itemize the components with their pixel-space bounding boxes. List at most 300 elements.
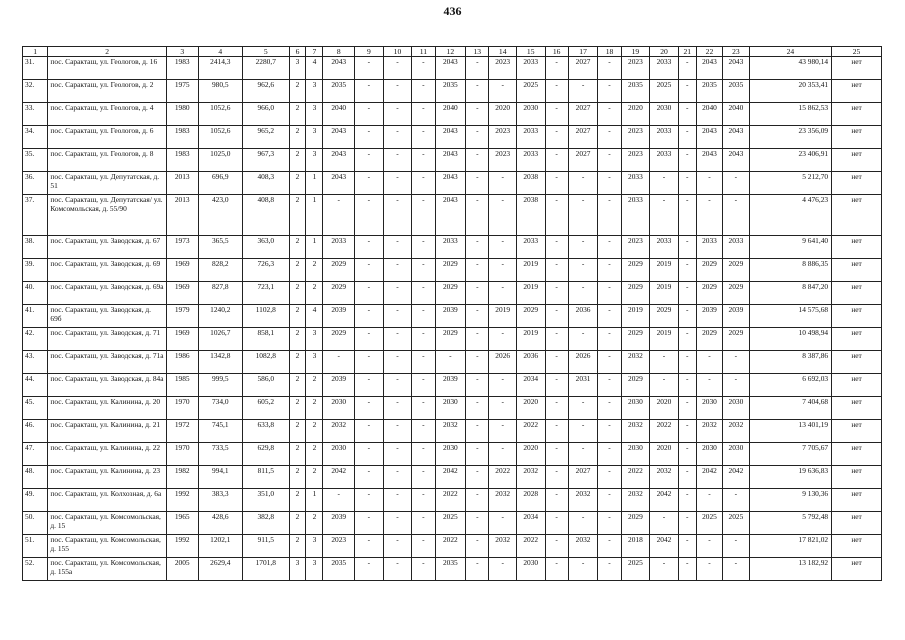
- data-cell: -: [489, 512, 517, 535]
- data-cell: 2019: [650, 328, 679, 351]
- data-cell: -: [412, 236, 435, 259]
- data-cell: -: [650, 172, 679, 195]
- row-number-cell: 35.: [23, 149, 48, 172]
- data-cell: -: [723, 351, 749, 374]
- column-number-cell: 21: [678, 47, 696, 57]
- data-cell: -: [598, 282, 621, 305]
- data-cell: 2020: [621, 103, 650, 126]
- data-cell: 828,2: [198, 259, 242, 282]
- data-cell: 2040: [323, 103, 355, 126]
- address-cell: пос. Саракташ, ул. Депутатская/ ул. Комсомольская, д. 55/90: [48, 195, 166, 236]
- data-cell: 2033: [650, 236, 679, 259]
- data-cell: 994,1: [198, 466, 242, 489]
- data-cell: 1969: [166, 259, 198, 282]
- data-cell: -: [568, 282, 598, 305]
- data-cell: -: [568, 195, 598, 236]
- data-cell: 9 641,40: [749, 236, 832, 259]
- data-cell: 2: [306, 282, 323, 305]
- data-cell: 2042: [723, 466, 749, 489]
- data-cell: нет: [832, 236, 882, 259]
- address-cell: пос. Саракташ, ул. Геологов, д. 6: [48, 126, 166, 149]
- data-cell: -: [412, 103, 435, 126]
- address-cell: пос. Саракташ, ул. Заводская, д. 69б: [48, 305, 166, 328]
- data-cell: 1052,6: [198, 126, 242, 149]
- data-cell: 2033: [650, 126, 679, 149]
- data-cell: -: [466, 80, 489, 103]
- data-cell: -: [355, 512, 384, 535]
- data-cell: 858,1: [243, 328, 290, 351]
- data-cell: 2032: [621, 489, 650, 512]
- data-cell: 2032: [696, 420, 722, 443]
- data-cell: 2: [289, 420, 306, 443]
- data-cell: 2042: [435, 466, 466, 489]
- data-cell: 965,2: [243, 126, 290, 149]
- data-cell: 2033: [516, 57, 545, 80]
- data-cell: -: [355, 172, 384, 195]
- address-cell: пос. Саракташ, ул. Калинина, д. 22: [48, 443, 166, 466]
- data-cell: -: [489, 282, 517, 305]
- data-cell: 408,8: [243, 195, 290, 236]
- data-cell: -: [355, 195, 384, 236]
- data-cell: 2: [289, 282, 306, 305]
- data-cell: 2: [306, 443, 323, 466]
- data-cell: 633,8: [243, 420, 290, 443]
- data-cell: 2029: [323, 282, 355, 305]
- column-number-cell: 2: [48, 47, 166, 57]
- data-cell: 2033: [621, 172, 650, 195]
- data-cell: 980,5: [198, 80, 242, 103]
- data-cell: 962,6: [243, 80, 290, 103]
- data-cell: -: [598, 305, 621, 328]
- data-cell: 2025: [650, 80, 679, 103]
- data-cell: нет: [832, 374, 882, 397]
- data-cell: -: [383, 282, 412, 305]
- data-cell: нет: [832, 535, 882, 558]
- data-cell: -: [489, 558, 517, 581]
- data-cell: 2030: [621, 397, 650, 420]
- data-cell: 1973: [166, 236, 198, 259]
- data-cell: 8 847,20: [749, 282, 832, 305]
- data-cell: 2027: [568, 103, 598, 126]
- data-cell: 5 212,70: [749, 172, 832, 195]
- table-row: [23, 351, 882, 374]
- data-cell: -: [568, 236, 598, 259]
- data-cell: -: [696, 489, 722, 512]
- data-cell: -: [598, 149, 621, 172]
- data-cell: 2: [289, 489, 306, 512]
- column-number-cell: 18: [598, 47, 621, 57]
- data-cell: 2030: [516, 558, 545, 581]
- data-cell: 2039: [696, 305, 722, 328]
- data-cell: нет: [832, 420, 882, 443]
- table-row: [23, 149, 882, 172]
- data-cell: -: [466, 103, 489, 126]
- data-cell: -: [355, 149, 384, 172]
- data-cell: -: [545, 466, 568, 489]
- data-cell: нет: [832, 195, 882, 236]
- data-cell: 2020: [516, 443, 545, 466]
- table-row: [23, 512, 882, 535]
- data-cell: -: [489, 259, 517, 282]
- data-cell: 5 792,48: [749, 512, 832, 535]
- data-cell: 2032: [568, 535, 598, 558]
- data-cell: -: [489, 397, 517, 420]
- data-cell: нет: [832, 397, 882, 420]
- row-number-cell: 38.: [23, 236, 48, 259]
- data-cell: -: [383, 420, 412, 443]
- data-cell: 1202,1: [198, 535, 242, 558]
- data-cell: нет: [832, 512, 882, 535]
- data-cell: 2032: [621, 420, 650, 443]
- page-number: 436: [443, 4, 462, 18]
- data-cell: 2032: [568, 489, 598, 512]
- data-cell: 966,0: [243, 103, 290, 126]
- data-cell: 2039: [323, 512, 355, 535]
- data-cell: 2022: [516, 420, 545, 443]
- address-cell: пос. Саракташ, ул. Комсомольская, д. 155: [48, 535, 166, 558]
- data-cell: 2027: [568, 57, 598, 80]
- data-cell: 3: [306, 328, 323, 351]
- column-number-cell: 8: [323, 47, 355, 57]
- data-cell: -: [383, 195, 412, 236]
- data-cell: 2: [289, 195, 306, 236]
- column-number-cell: 5: [243, 47, 290, 57]
- data-cell: -: [355, 103, 384, 126]
- data-cell: 2039: [323, 374, 355, 397]
- data-cell: -: [466, 259, 489, 282]
- data-cell: 17 821,02: [749, 535, 832, 558]
- address-cell: пос. Саракташ, ул. Заводская, д. 71а: [48, 351, 166, 374]
- data-cell: -: [598, 374, 621, 397]
- data-cell: 2030: [723, 443, 749, 466]
- data-cell: 2030: [650, 103, 679, 126]
- data-cell: 2033: [435, 236, 466, 259]
- data-cell: 2023: [489, 126, 517, 149]
- data-cell: 2032: [723, 420, 749, 443]
- data-cell: -: [545, 328, 568, 351]
- data-cell: 2023: [621, 126, 650, 149]
- data-cell: нет: [832, 328, 882, 351]
- data-cell: 23 356,09: [749, 126, 832, 149]
- data-cell: 2019: [650, 282, 679, 305]
- data-cell: -: [383, 512, 412, 535]
- data-cell: 2029: [621, 512, 650, 535]
- data-cell: -: [383, 259, 412, 282]
- data-cell: 2022: [621, 466, 650, 489]
- data-cell: 2039: [323, 305, 355, 328]
- data-cell: -: [412, 374, 435, 397]
- data-cell: -: [598, 328, 621, 351]
- data-cell: -: [383, 397, 412, 420]
- data-cell: -: [412, 149, 435, 172]
- data-cell: 2019: [621, 305, 650, 328]
- data-cell: 2039: [435, 374, 466, 397]
- row-number-cell: 46.: [23, 420, 48, 443]
- data-cell: 2040: [723, 103, 749, 126]
- data-cell: 605,2: [243, 397, 290, 420]
- data-cell: 2043: [696, 126, 722, 149]
- data-cell: 2629,4: [198, 558, 242, 581]
- row-number-cell: 42.: [23, 328, 48, 351]
- data-cell: -: [678, 259, 696, 282]
- data-cell: -: [466, 558, 489, 581]
- data-cell: 2023: [621, 57, 650, 80]
- data-cell: 7 705,67: [749, 443, 832, 466]
- data-cell: -: [412, 558, 435, 581]
- row-number-cell: 48.: [23, 466, 48, 489]
- data-cell: 2033: [516, 236, 545, 259]
- data-cell: -: [412, 535, 435, 558]
- data-cell: 2029: [516, 305, 545, 328]
- row-number-cell: 44.: [23, 374, 48, 397]
- data-cell: 2043: [323, 57, 355, 80]
- data-cell: -: [568, 443, 598, 466]
- data-cell: 7 404,68: [749, 397, 832, 420]
- data-cell: -: [466, 489, 489, 512]
- data-cell: -: [489, 420, 517, 443]
- data-cell: 1975: [166, 80, 198, 103]
- data-cell: -: [383, 236, 412, 259]
- data-cell: -: [598, 351, 621, 374]
- data-cell: -: [696, 535, 722, 558]
- data-cell: -: [545, 195, 568, 236]
- data-cell: -: [435, 351, 466, 374]
- address-cell: пос. Саракташ, ул. Колхозная, д. 6а: [48, 489, 166, 512]
- data-cell: -: [412, 282, 435, 305]
- data-cell: 2043: [696, 149, 722, 172]
- data-cell: -: [383, 374, 412, 397]
- data-cell: 2030: [323, 443, 355, 466]
- row-number-cell: 45.: [23, 397, 48, 420]
- data-cell: 2035: [621, 80, 650, 103]
- data-cell: 827,8: [198, 282, 242, 305]
- table-row: [23, 305, 882, 328]
- data-cell: -: [355, 282, 384, 305]
- data-cell: 2: [306, 512, 323, 535]
- table-row: [23, 466, 882, 489]
- data-cell: -: [678, 172, 696, 195]
- data-cell: -: [678, 374, 696, 397]
- data-cell: -: [355, 489, 384, 512]
- data-cell: 2018: [621, 535, 650, 558]
- data-cell: -: [412, 443, 435, 466]
- data-cell: -: [383, 489, 412, 512]
- data-cell: -: [355, 420, 384, 443]
- data-cell: -: [466, 351, 489, 374]
- row-number-cell: 47.: [23, 443, 48, 466]
- data-cell: -: [696, 195, 722, 236]
- data-cell: 2043: [696, 57, 722, 80]
- data-cell: -: [598, 259, 621, 282]
- data-cell: -: [650, 558, 679, 581]
- column-number-cell: 16: [545, 47, 568, 57]
- data-cell: нет: [832, 259, 882, 282]
- data-cell: 2043: [435, 172, 466, 195]
- data-cell: -: [678, 535, 696, 558]
- data-cell: -: [598, 57, 621, 80]
- data-cell: 2022: [489, 466, 517, 489]
- column-number-cell: 24: [749, 47, 832, 57]
- data-cell: 2032: [489, 489, 517, 512]
- data-cell: -: [489, 328, 517, 351]
- column-number-cell: 17: [568, 47, 598, 57]
- data-cell: -: [489, 195, 517, 236]
- data-cell: 2414,3: [198, 57, 242, 80]
- data-cell: 2019: [516, 282, 545, 305]
- data-cell: -: [466, 172, 489, 195]
- data-cell: 2036: [568, 305, 598, 328]
- data-cell: -: [598, 443, 621, 466]
- data-cell: -: [355, 126, 384, 149]
- data-cell: 2043: [323, 172, 355, 195]
- data-cell: -: [412, 466, 435, 489]
- housing-register-table: [22, 46, 882, 581]
- data-cell: -: [545, 305, 568, 328]
- data-cell: 2: [306, 397, 323, 420]
- data-cell: 1969: [166, 282, 198, 305]
- data-cell: 2030: [696, 443, 722, 466]
- data-cell: 2029: [323, 328, 355, 351]
- data-cell: нет: [832, 103, 882, 126]
- data-cell: -: [383, 443, 412, 466]
- data-cell: -: [568, 172, 598, 195]
- table-row: [23, 195, 882, 236]
- data-cell: 3: [306, 149, 323, 172]
- data-cell: -: [466, 328, 489, 351]
- data-cell: -: [466, 443, 489, 466]
- address-cell: пос. Саракташ, ул. Геологов, д. 2: [48, 80, 166, 103]
- data-cell: 2: [289, 443, 306, 466]
- data-cell: 2: [289, 535, 306, 558]
- data-cell: 2: [289, 103, 306, 126]
- data-cell: 2043: [723, 126, 749, 149]
- data-cell: -: [598, 397, 621, 420]
- data-cell: 2032: [435, 420, 466, 443]
- data-cell: -: [355, 80, 384, 103]
- data-cell: нет: [832, 172, 882, 195]
- data-cell: -: [696, 558, 722, 581]
- data-cell: 2032: [516, 466, 545, 489]
- data-cell: 723,1: [243, 282, 290, 305]
- row-number-cell: 51.: [23, 535, 48, 558]
- data-cell: 745,1: [198, 420, 242, 443]
- data-cell: 2029: [696, 259, 722, 282]
- table-row: [23, 172, 882, 195]
- address-cell: пос. Саракташ, ул. Геологов, д. 4: [48, 103, 166, 126]
- data-cell: 1983: [166, 126, 198, 149]
- data-cell: 2043: [723, 149, 749, 172]
- data-cell: -: [545, 558, 568, 581]
- data-cell: 2022: [516, 535, 545, 558]
- data-cell: -: [466, 305, 489, 328]
- address-cell: пос. Саракташ, ул. Заводская, д. 71: [48, 328, 166, 351]
- data-cell: -: [545, 126, 568, 149]
- table-row: [23, 126, 882, 149]
- data-cell: 1992: [166, 489, 198, 512]
- data-cell: -: [412, 305, 435, 328]
- data-cell: 2032: [650, 466, 679, 489]
- data-cell: 428,6: [198, 512, 242, 535]
- data-cell: 2: [289, 374, 306, 397]
- row-number-cell: 39.: [23, 259, 48, 282]
- data-cell: 734,0: [198, 397, 242, 420]
- column-number-cell: 4: [198, 47, 242, 57]
- data-cell: -: [412, 172, 435, 195]
- data-cell: 726,3: [243, 259, 290, 282]
- column-number-cell: 22: [696, 47, 722, 57]
- data-cell: нет: [832, 149, 882, 172]
- data-cell: -: [355, 305, 384, 328]
- data-cell: 4: [306, 57, 323, 80]
- data-cell: -: [545, 236, 568, 259]
- data-cell: -: [466, 236, 489, 259]
- data-cell: 4: [306, 305, 323, 328]
- data-cell: 2013: [166, 195, 198, 236]
- data-cell: 2029: [435, 328, 466, 351]
- data-cell: -: [323, 195, 355, 236]
- data-cell: 3: [306, 351, 323, 374]
- data-cell: -: [383, 172, 412, 195]
- data-cell: 1052,6: [198, 103, 242, 126]
- column-number-cell: 14: [489, 47, 517, 57]
- data-cell: -: [568, 80, 598, 103]
- data-cell: 2039: [723, 305, 749, 328]
- data-cell: 2035: [696, 80, 722, 103]
- table-row: [23, 282, 882, 305]
- data-cell: 1969: [166, 328, 198, 351]
- data-cell: 351,0: [243, 489, 290, 512]
- data-cell: 2040: [696, 103, 722, 126]
- data-cell: -: [466, 397, 489, 420]
- address-cell: пос. Саракташ, ул. Калинина, д. 23: [48, 466, 166, 489]
- data-cell: -: [568, 512, 598, 535]
- row-number-cell: 40.: [23, 282, 48, 305]
- data-cell: -: [489, 172, 517, 195]
- data-cell: 2: [289, 512, 306, 535]
- data-cell: -: [598, 489, 621, 512]
- data-cell: 2033: [516, 149, 545, 172]
- data-cell: -: [598, 126, 621, 149]
- data-cell: -: [545, 420, 568, 443]
- data-cell: -: [412, 195, 435, 236]
- data-cell: -: [466, 195, 489, 236]
- data-cell: -: [568, 397, 598, 420]
- data-cell: -: [568, 558, 598, 581]
- data-cell: -: [355, 259, 384, 282]
- data-cell: -: [545, 512, 568, 535]
- data-cell: 2033: [650, 149, 679, 172]
- table-row: [23, 328, 882, 351]
- column-number-cell: 19: [621, 47, 650, 57]
- column-number-cell: 10: [383, 47, 412, 57]
- data-cell: 2280,7: [243, 57, 290, 80]
- data-cell: 2: [289, 259, 306, 282]
- data-cell: 2035: [723, 80, 749, 103]
- data-cell: -: [466, 374, 489, 397]
- data-cell: 2030: [323, 397, 355, 420]
- data-cell: -: [598, 512, 621, 535]
- data-cell: -: [466, 57, 489, 80]
- data-cell: -: [678, 236, 696, 259]
- data-cell: 1979: [166, 305, 198, 328]
- data-cell: -: [696, 351, 722, 374]
- data-cell: -: [598, 195, 621, 236]
- data-cell: 1985: [166, 374, 198, 397]
- data-cell: 2043: [435, 126, 466, 149]
- data-cell: -: [678, 420, 696, 443]
- column-number-cell: 6: [289, 47, 306, 57]
- data-cell: 383,3: [198, 489, 242, 512]
